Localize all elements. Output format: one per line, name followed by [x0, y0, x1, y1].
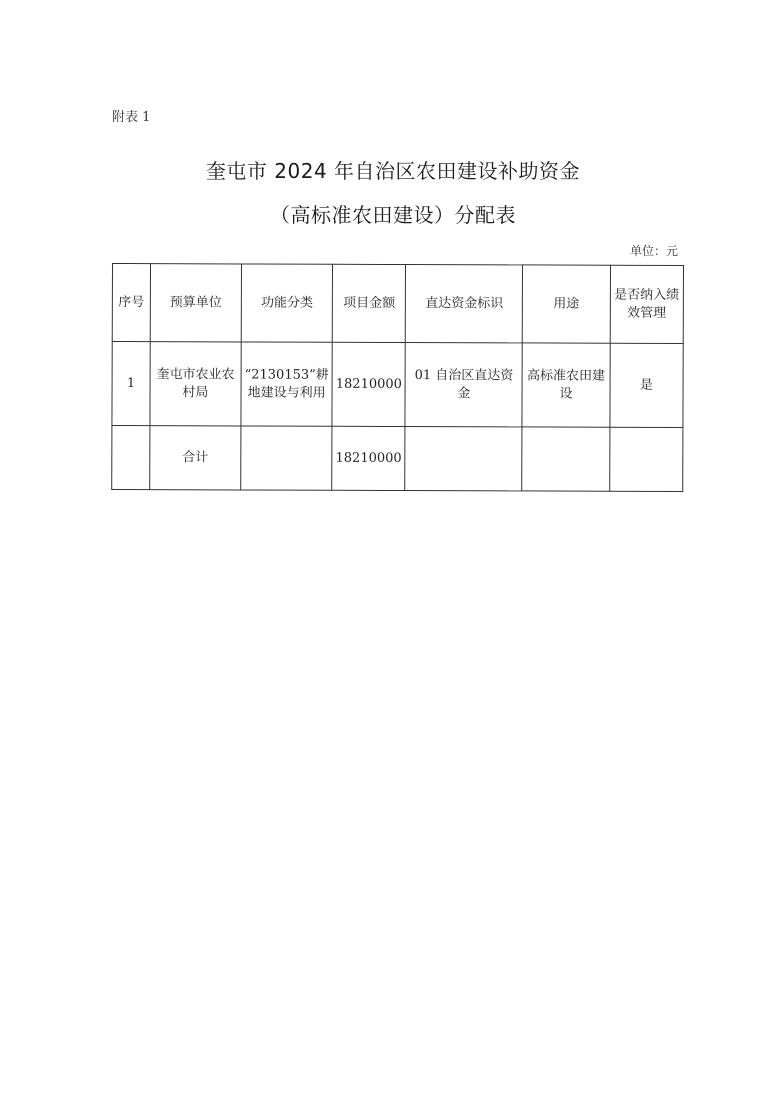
attachment-label: 附表 1	[112, 110, 151, 125]
document-title-line-1: 奎屯市 2024 年自治区农田建设补助资金	[205, 159, 581, 183]
document-title-line-2: （高标准农田建设）分配表	[270, 203, 516, 227]
total-seq-empty	[112, 426, 150, 490]
header-purpose: 用途	[523, 265, 611, 343]
header-function-class: 功能分类	[241, 264, 332, 342]
total-perf-empty	[609, 427, 683, 491]
cell-project-amount: 18210000	[332, 342, 405, 426]
header-direct-fund-flag: 直达资金标识	[406, 265, 523, 343]
header-seq: 序号	[112, 264, 150, 342]
header-project-amount: 项目金额	[332, 264, 405, 342]
table-total-row	[112, 426, 683, 492]
header-budget-unit: 预算单位	[150, 264, 241, 342]
total-purpose-empty	[522, 427, 609, 491]
allocation-table	[111, 263, 684, 492]
total-func-empty	[241, 426, 332, 490]
unit-label: 单位：元	[629, 244, 678, 258]
cell-purpose: 高标准农田建设	[522, 343, 610, 427]
total-label: 合计	[150, 426, 241, 490]
cell-direct-fund-flag: 01 自治区直达资金	[405, 343, 522, 427]
table-header-row	[112, 264, 683, 344]
cell-seq: 1	[112, 342, 150, 426]
header-performance-mgmt: 是否纳入绩效管理	[610, 265, 684, 343]
cell-budget-unit: 奎屯市农业农村局	[150, 342, 241, 426]
total-direct-empty	[405, 427, 522, 491]
cell-function-class: “2130153”耕地建设与利用	[241, 342, 332, 426]
table-row	[112, 342, 683, 428]
cell-performance-mgmt: 是	[610, 343, 684, 427]
total-amount: 18210000	[332, 426, 405, 490]
